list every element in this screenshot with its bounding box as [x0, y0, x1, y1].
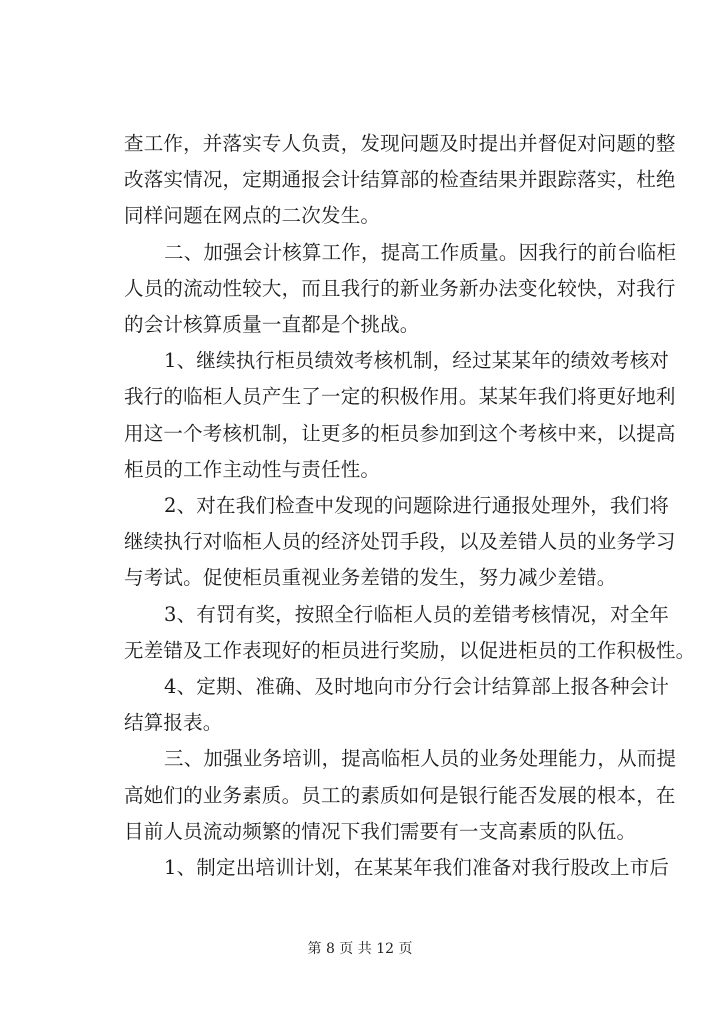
text-line: 1、制定出培训计划，在某某年我们准备对我行股改上市后: [164, 856, 670, 880]
text-line: 1、继续执行柜员绩效考核机制，经过某某年的绩效考核对: [164, 349, 670, 373]
text-line: 与考试。促使柜员重视业务差错的发生，努力减少差错。: [124, 566, 617, 590]
text-line: 查工作，并落实专人负责，发现问题及时提出并督促对问题的整: [124, 132, 676, 155]
text-line: 二、加强会计核算工作，提高工作质量。因我行的前台临柜: [164, 240, 677, 264]
text-line: 高她们的业务素质。员工的素质如何是银行能否发展的根本，在: [124, 783, 676, 807]
text-line: 目前人员流动频繁的情况下我们需要有一支高素质的队伍。: [124, 819, 637, 843]
text-line: 改落实情况，定期通报会计结算部的检查结果并跟踪落实，杜绝: [124, 168, 676, 192]
text-line: 继续执行对临柜人员的经济处罚手段，以及差错人员的业务学习: [124, 530, 676, 554]
text-line: 2、对在我们检查中发现的问题除进行通报处理外，我们将: [164, 494, 670, 518]
page-number-footer: 第 8 页 共 12 页: [307, 941, 413, 957]
text-line: 结算报表。: [124, 711, 223, 735]
text-line: 柜员的工作主动性与责任性。: [124, 457, 381, 481]
text-line: 的会计核算质量一直都是个挑战。: [124, 313, 420, 337]
text-line: 3、有罚有奖，按照全行临柜人员的差错考核情况，对全年: [164, 602, 670, 626]
text-line: 我行的临柜人员产生了一定的积极作用。某某年我们将更好地利: [124, 385, 676, 409]
paragraph-5: [124, 597, 696, 669]
text-line: 4、定期、准确、及时地向市分行会计结算部上报各种会计: [164, 675, 670, 699]
paragraph-4: [124, 488, 676, 597]
paragraph-7: [124, 741, 677, 850]
text-line: 人员的流动性较大，而且我行的新业务新办法变化较快，对我行: [124, 276, 676, 300]
paragraph-2: [124, 235, 677, 344]
paragraph-8: [124, 850, 670, 886]
text-line: 同样问题在网点的二次发生。: [124, 204, 381, 228]
paragraph-3: [124, 343, 676, 488]
text-line: 用这一个考核机制，让更多的柜员参加到这个考核中来，以提高: [124, 421, 676, 445]
text-line: 无差错及工作表现好的柜员进行奖励，以促进柜员的工作积极性。: [124, 638, 696, 662]
paragraph-1: [124, 126, 676, 235]
text-line: 三、加强业务培训，提高临柜人员的业务处理能力，从而提: [164, 747, 677, 771]
document-body: [124, 126, 696, 886]
paragraph-6: [124, 669, 670, 741]
